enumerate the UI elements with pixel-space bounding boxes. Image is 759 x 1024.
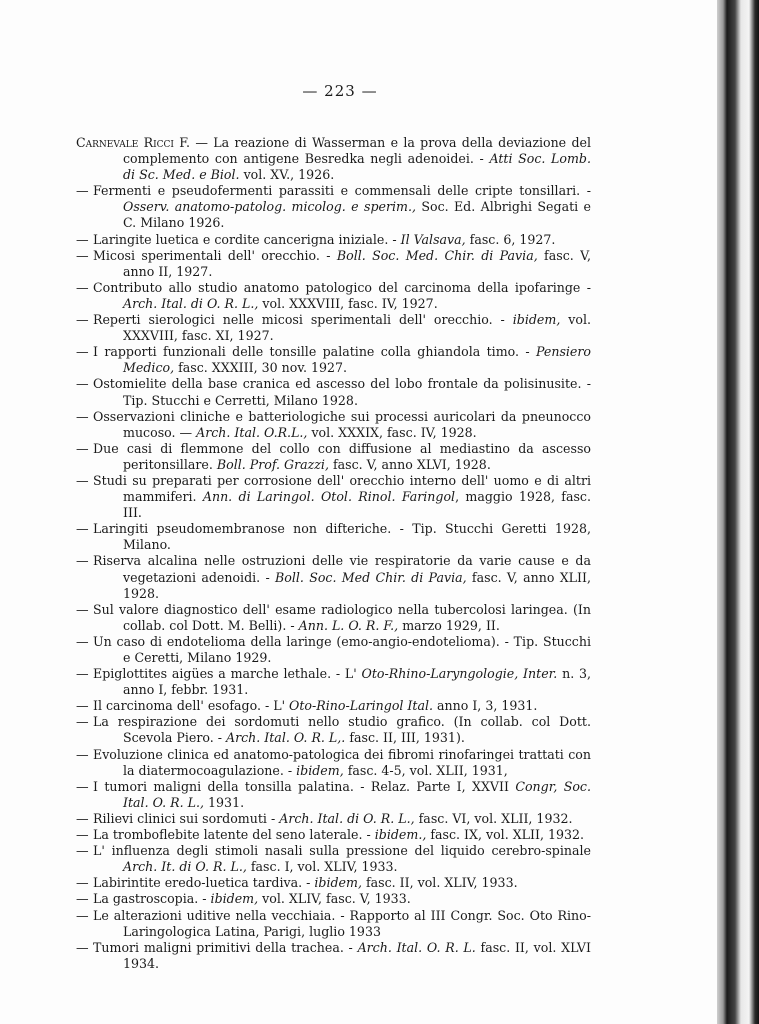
bibliography-entry xyxy=(76,473,591,521)
bibliography-entry xyxy=(76,666,591,698)
bibliography-entry xyxy=(76,409,591,441)
entry-text: vol. XV., 1926. xyxy=(239,167,335,183)
entry-text: Rilievi clinici sui sordomuti - xyxy=(93,810,280,826)
entry-source-title: Atti Soc. Lomb. di Sc. Med. e Biol. xyxy=(123,151,591,183)
entry-dash: — xyxy=(76,939,89,955)
entry-text: fasc. VI, vol. XLII, 1932. xyxy=(414,810,573,826)
bibliography-entry xyxy=(76,553,591,601)
bibliography-entry xyxy=(76,376,591,408)
entry-text: vol. XXXVIII, fasc. XI, 1927. xyxy=(123,312,592,344)
entry-source-title: Ann. di Laringol. Otol. Rinol. Faringol xyxy=(202,489,456,505)
entry-source-title: Congr, Soc. Ital. O. R. L., xyxy=(123,778,591,810)
entry-source-title: ibidem., xyxy=(374,827,427,843)
entry-text: vol. XXXVIII, fasc. IV, 1927. xyxy=(258,295,438,311)
entry-source-title: Boll. Soc. Med Chir. di Pavia, xyxy=(275,569,467,585)
entry-dash: — xyxy=(76,633,89,649)
entry-text: Reperti sierologici nelle micosi sperimentali dell' orecchio. - xyxy=(93,312,513,328)
entry-text: Un caso di endotelioma della laringe (emo-angio-endotelioma). - Tip. Stucchi e Ceretti, Milano 1929. xyxy=(93,633,591,665)
entry-source-title: Arch. Ital. O.R.L., xyxy=(196,424,308,440)
bibliography-entry xyxy=(76,441,591,473)
entry-text: fasc. XXXIII, 30 nov. 1927. xyxy=(174,360,348,376)
entry-source-title: Boll. Soc. Med. Chir. di Pavia, xyxy=(336,247,538,263)
entry-source-title: Boll. Prof. Grazzi, xyxy=(216,456,329,472)
entry-text: fasc. I, vol. XLIV, 1933. xyxy=(246,859,398,875)
author-name: Carnevale Ricci F. xyxy=(76,135,191,150)
entry-source-title: ibidem, xyxy=(512,312,561,328)
entry-text: fasc. V, anno II, 1927. xyxy=(123,247,591,279)
page-number: — 223 — xyxy=(302,82,378,100)
entry-dash: — xyxy=(76,472,89,488)
entry-source-title: ibidem, xyxy=(210,891,259,907)
entry-text: La gastroscopia. - xyxy=(93,891,211,907)
bibliography-entry xyxy=(76,183,591,231)
bibliography-entry xyxy=(76,875,591,891)
entry-text: , maggio 1928, fasc. III. xyxy=(123,489,591,521)
entry-dash: — xyxy=(76,666,89,682)
entry-text: Riserva alcalina nelle ostruzioni delle vie respiratorie da varie cause e da vegetazioni adenoidi. - xyxy=(93,553,591,585)
entry-dash: — xyxy=(76,344,89,360)
entry-dash: — xyxy=(76,553,89,569)
entry-source-title: Arch. Ital. O. R. L. xyxy=(357,939,476,955)
bibliography-entry xyxy=(76,521,591,553)
entry-source-title: Il Valsava, xyxy=(400,231,466,247)
entry-text: Soc. Ed. Albrighi Segati e C. Milano 1926. xyxy=(123,199,591,231)
bibliography-entry xyxy=(76,779,591,811)
bibliography-entry xyxy=(76,634,591,666)
bibliography-entry xyxy=(76,714,591,746)
bibliography-entry xyxy=(76,891,591,907)
bibliography-entry xyxy=(76,248,591,280)
entry-text: Labirintite eredo-luetica tardiva. - xyxy=(93,875,315,891)
entry-source-title: Oto-Rino-Laringol Ital. xyxy=(289,698,434,714)
entry-text: Epiglottites aigües a marche lethale. - L' xyxy=(93,666,362,682)
entry-dash: — xyxy=(76,907,89,923)
entry-dash: — xyxy=(76,601,89,617)
bibliography-entry xyxy=(76,908,591,940)
entry-dash: — xyxy=(76,183,89,199)
entry-source-title: Arch. Ital. di O. R. L., xyxy=(279,810,415,826)
entry-text: Il carcinoma dell' esofago. - L' xyxy=(93,698,290,714)
bibliography-entry xyxy=(76,827,591,843)
bibliography-entry xyxy=(76,344,591,376)
entry-dash: — xyxy=(76,891,89,907)
entry-source-title: Osserv. anatomo-patolog. micolog. e sperim., xyxy=(123,199,416,215)
entry-dash: — xyxy=(76,312,89,328)
entry-dash: — xyxy=(76,778,89,794)
bibliography-entry xyxy=(76,747,591,779)
entry-dash: — xyxy=(76,408,89,424)
entry-dash: — xyxy=(76,746,89,762)
entry-text: fasc. V, anno XLVI, 1928. xyxy=(328,456,491,472)
entry-text: fasc. 6, 1927. xyxy=(465,231,556,247)
entry-source-title: Arch. Ital. di O. R. L., xyxy=(123,295,259,311)
bibliography-entry xyxy=(76,811,591,827)
entry-dash: — xyxy=(76,843,89,859)
entry-text: n. 3, anno I, febbr. 1931. xyxy=(123,666,592,698)
entry-dash: — xyxy=(76,827,89,843)
entry-text: anno I, 3, 1931. xyxy=(433,698,538,714)
entry-dash: — xyxy=(76,247,89,263)
entry-dash: — xyxy=(76,698,89,714)
entry-text: I rapporti funzionali delle tonsille palatine colla ghiandola timo. - xyxy=(93,344,536,360)
entry-text: Laringite luetica e cordite cancerigna iniziale. - xyxy=(93,231,401,247)
entry-dash: — xyxy=(76,521,89,537)
entry-source-title: Arch. Ital. O. R. L,. xyxy=(225,730,346,746)
entry-text: fasc. V, anno XLII, 1928. xyxy=(123,569,591,601)
entry-text: 1931. xyxy=(204,794,245,810)
entry-text: L' influenza degli stimoli nasali sulla pressione del liquido cerebro-spinale xyxy=(93,843,591,859)
entry-text: Fermenti e pseudofermenti parassiti e commensali delle cripte tonsillari. - xyxy=(93,183,591,199)
entry-dash: — xyxy=(76,714,89,730)
bibliography-entry xyxy=(76,312,591,344)
entry-dash: — xyxy=(76,810,89,826)
entry-dash: — xyxy=(76,376,89,392)
entry-text: fasc. II, III, 1931). xyxy=(345,730,465,746)
entry-text: Studi su preparati per corrosione dell' orecchio interno dell' uomo e di altri mammiferi. xyxy=(93,472,591,505)
entry-source-title: Pensiero Medico, xyxy=(123,344,591,376)
entry-source-title: ibidem, xyxy=(296,762,344,778)
entry-text: Le alterazioni uditive nella vecchiaia. - Rapporto al III Congr. Soc. Oto Rino-Laringologica Latina, Parigi, luglio 1933 xyxy=(93,907,591,939)
entry-source-title: Ann. L. O. R. F., xyxy=(298,617,399,633)
entry-text: La respirazione dei sordomuti nello studio grafico. (In collab. col Dott. Scevola Piero. - xyxy=(93,714,591,746)
bibliography-entry xyxy=(76,135,591,183)
scan-edge xyxy=(717,0,759,1024)
entry-text: vol. XXXIX, fasc. IV, 1928. xyxy=(307,424,477,440)
entry-text: vol. XLIV, fasc. V, 1933. xyxy=(258,891,411,907)
entry-text: fasc. II, vol. XLVI 1934. xyxy=(123,939,592,971)
bibliography-entry xyxy=(76,843,591,875)
entry-text: Laringiti pseudomembranose non difteriche. - Tip. Stucchi Geretti 1928, Milano. xyxy=(93,521,591,553)
entry-text: — La reazione di Wasserman e la prova della deviazione del complemento con antigene Besredka negli adenoidei. - xyxy=(123,135,591,167)
entry-dash: — xyxy=(76,875,89,891)
entry-text: fasc. IX, vol. XLII, 1932. xyxy=(426,827,585,843)
entry-text: fasc. 4-5, vol. XLII, 1931, xyxy=(343,762,508,778)
entry-source-title: Arch. It. di O. R. L., xyxy=(123,859,247,875)
entry-text: Contributo allo studio anatomo patologico del carcinoma della ipofaringe - xyxy=(93,279,591,295)
entry-text: Evoluzione clinica ed anatomo-patologica dei fibromi rinofaringei trattati con la diatermocoagulazione. - xyxy=(93,746,591,778)
entry-text: Sul valore diagnostico dell' esame radiologico nella tubercolosi laringea. (In collab. col Dott. M. Belli). - xyxy=(93,601,591,633)
entry-dash: — xyxy=(76,279,89,295)
bibliography-list xyxy=(76,135,591,972)
entry-text: Osservazioni cliniche e batteriologiche sui processi auricolari da pneunocco mucoso. — xyxy=(93,408,591,440)
entry-text: Due casi di flemmone del collo con diffusione al mediastino da ascesso peritonsillare. xyxy=(93,440,591,472)
entry-text: Tumori maligni primitivi della trachea. - xyxy=(93,939,358,955)
entry-source-title: ibidem, xyxy=(314,875,362,891)
entry-text: La tromboflebite latente del seno laterale. - xyxy=(93,827,375,843)
bibliography-entry xyxy=(76,940,591,972)
entry-dash: — xyxy=(76,231,89,247)
bibliography-entry xyxy=(76,698,591,714)
bibliography-entry xyxy=(76,280,591,312)
entry-text: Micosi sperimentali dell' orecchio. - xyxy=(93,247,337,263)
bibliography-entry xyxy=(76,602,591,634)
entry-source-title: Oto-Rhino-Laryngologie, Inter. xyxy=(361,666,558,682)
entry-text: marzo 1929, II. xyxy=(398,617,500,633)
entry-text: I tumori maligni della tonsilla palatina. - Relaz. Parte I, XXVII xyxy=(93,778,516,794)
entry-dash: — xyxy=(76,440,89,456)
bibliography-entry xyxy=(76,232,591,248)
entry-text: Ostomielite della base cranica ed ascesso del lobo frontale da polisinusite. - Tip. Stucchi e Cerretti, Milano 1928. xyxy=(93,376,591,408)
entry-text: fasc. II, vol. XLIV, 1933. xyxy=(361,875,518,891)
